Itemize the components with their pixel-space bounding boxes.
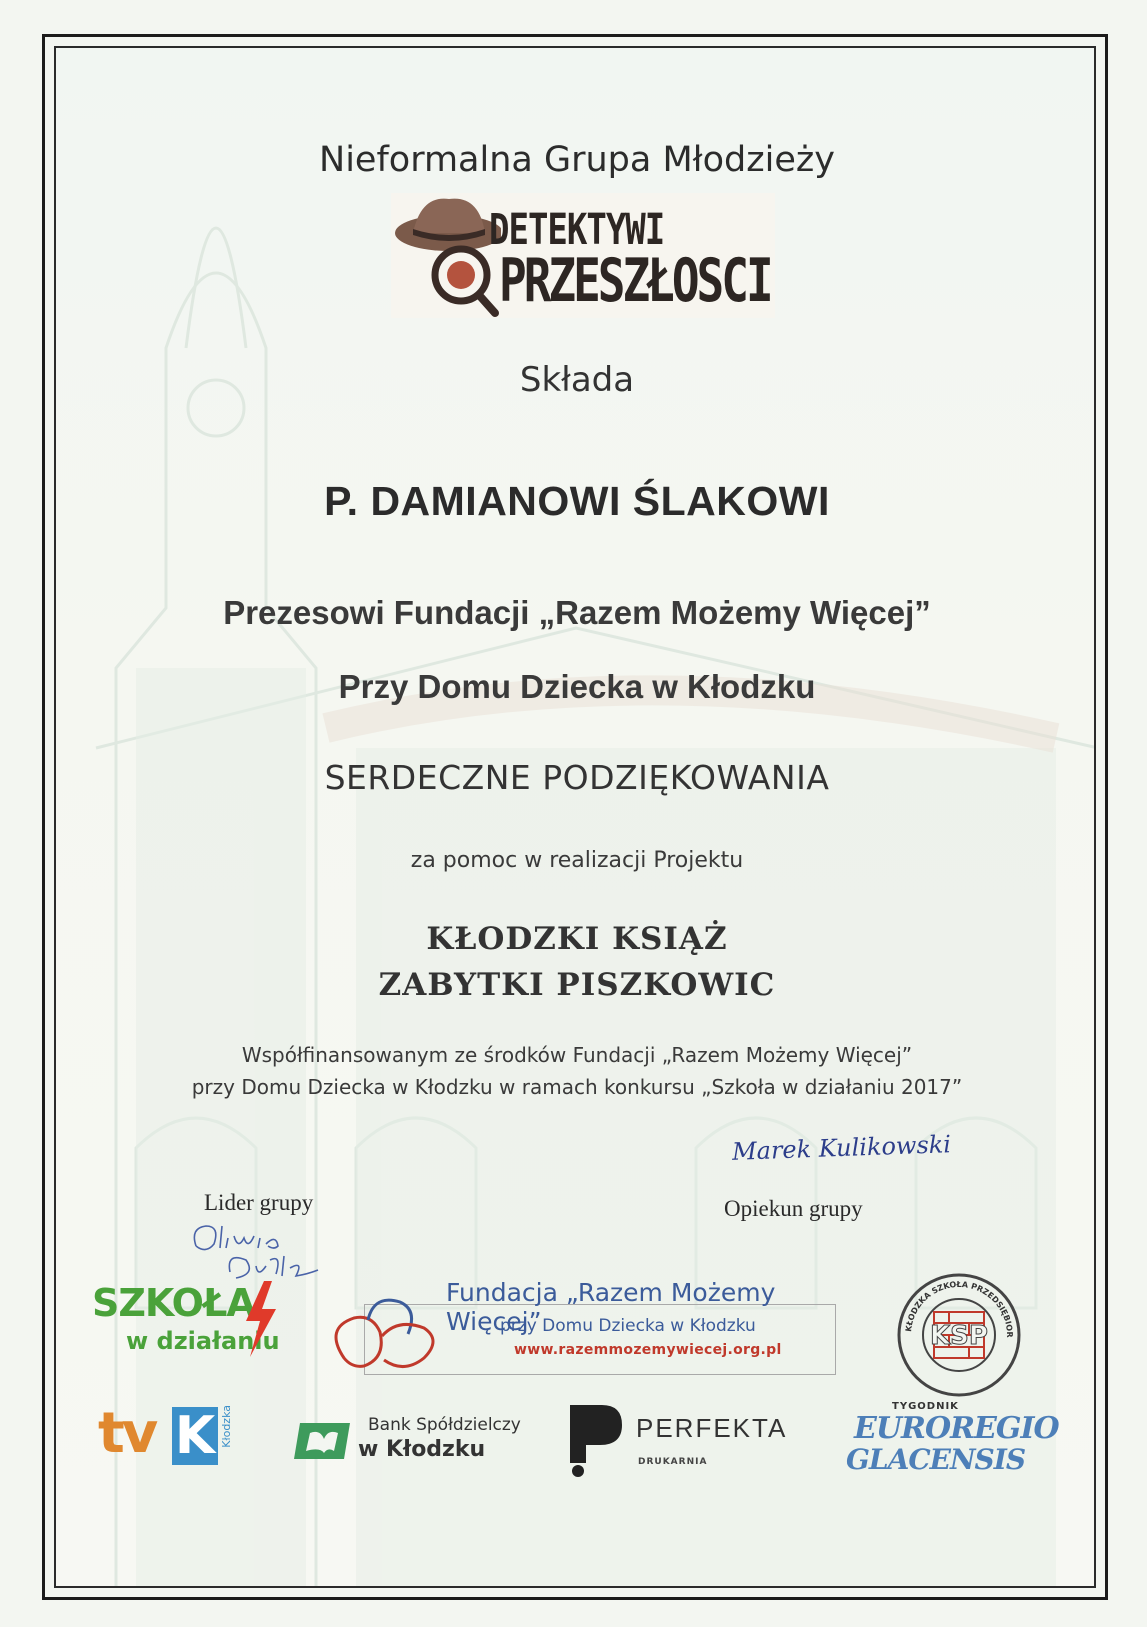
bank-name-line1: Bank Spółdzielczy — [368, 1415, 521, 1435]
leader-signature — [186, 1216, 326, 1288]
bank-book-icon — [294, 1419, 354, 1463]
szkola-logo-title: SZKOŁA — [92, 1281, 255, 1325]
funding-line2: przy Domu Dziecka w Kłodzku w ramach konkursu „Szkoła w działaniu 2017” — [191, 1075, 963, 1099]
perfekta-p-icon — [566, 1401, 626, 1477]
logo-text-przeszlosci: PRZESZŁOSCI — [499, 245, 771, 316]
hearts-icon — [324, 1288, 448, 1372]
euroregio-logo — [846, 1401, 1059, 1477]
organization-title: Nieformalna Grupa Młodzieży — [319, 140, 835, 180]
lightning-icon — [242, 1281, 278, 1357]
tvk-logo-k: K — [172, 1407, 218, 1465]
bank-name-line2: w Kłodzku — [358, 1437, 486, 1462]
ksp-initials: KSP — [930, 1321, 988, 1351]
sponsor-logos-row — [56, 1393, 1096, 1483]
fundacja-logo — [324, 1274, 836, 1378]
perfekta-name: PERFEKTA — [636, 1413, 788, 1443]
perfekta-subtitle: DRUKARNIA — [638, 1457, 708, 1467]
perfekta-logo — [566, 1401, 806, 1477]
tvk-logo-caption: Kłodzka — [220, 1405, 233, 1448]
funding-line1: Współfinansowanym ze środków Fundacji „Razem Możemy Więcej” — [241, 1043, 913, 1067]
detektywi-logo — [391, 193, 775, 318]
ksp-ring-text: KŁODZKA SZKOŁA PRZEDSIĘBIOR — [904, 1279, 1015, 1338]
project-title-line2: ZABYTKI PISZKOWIC — [378, 967, 776, 1003]
logo-text-detektywi: DETEKTYWI — [489, 205, 665, 255]
guardian-signature: Marek Kulikowski — [731, 1130, 952, 1166]
detective-hat-icon — [391, 193, 501, 318]
help-line: za pomoc w realizacji Projektu — [410, 848, 744, 873]
ksp-seal-icon — [894, 1270, 1024, 1400]
bank-logo — [294, 1415, 524, 1467]
fundacja-name: Fundacja „Razem Możemy Więcej” — [446, 1278, 776, 1336]
recipient-name: P. DAMIANOWI ŚLAKOWI — [324, 478, 830, 524]
euroregio-line2: GLACENSIS — [846, 1443, 1026, 1476]
fundacja-website: www.razemmozemywiecej.org.pl — [514, 1342, 782, 1358]
fundacja-subtitle: przy Domu Dziecka w Kłodzku — [500, 1316, 756, 1336]
tvk-logo — [98, 1401, 238, 1471]
euroregio-line1: EUROREGIO — [854, 1411, 1059, 1446]
euroregio-caption: TYGODNIK — [892, 1401, 959, 1412]
thanks-heading: SERDECZNE PODZIĘKOWANIA — [324, 758, 830, 797]
sklada-text: Składa — [519, 360, 635, 400]
guardian-label: Opiekun grupy — [724, 1196, 863, 1221]
leader-label: Lider grupy — [204, 1190, 314, 1215]
tvk-logo-tv: tv — [98, 1401, 156, 1466]
szkola-logo-subtitle: w działaniu — [126, 1327, 280, 1355]
recipient-role-line1: Prezesowi Fundacji „Razem Możemy Więcej” — [223, 594, 931, 631]
recipient-role-line2: Przy Domu Dziecka w Kłodzku — [338, 668, 816, 705]
project-title-line1: KŁODZKI KSIĄŻ — [426, 921, 728, 957]
ksp-logo — [894, 1270, 1024, 1400]
certificate-sheet — [54, 46, 1096, 1588]
szkola-w-dzialaniu-logo — [92, 1281, 282, 1371]
